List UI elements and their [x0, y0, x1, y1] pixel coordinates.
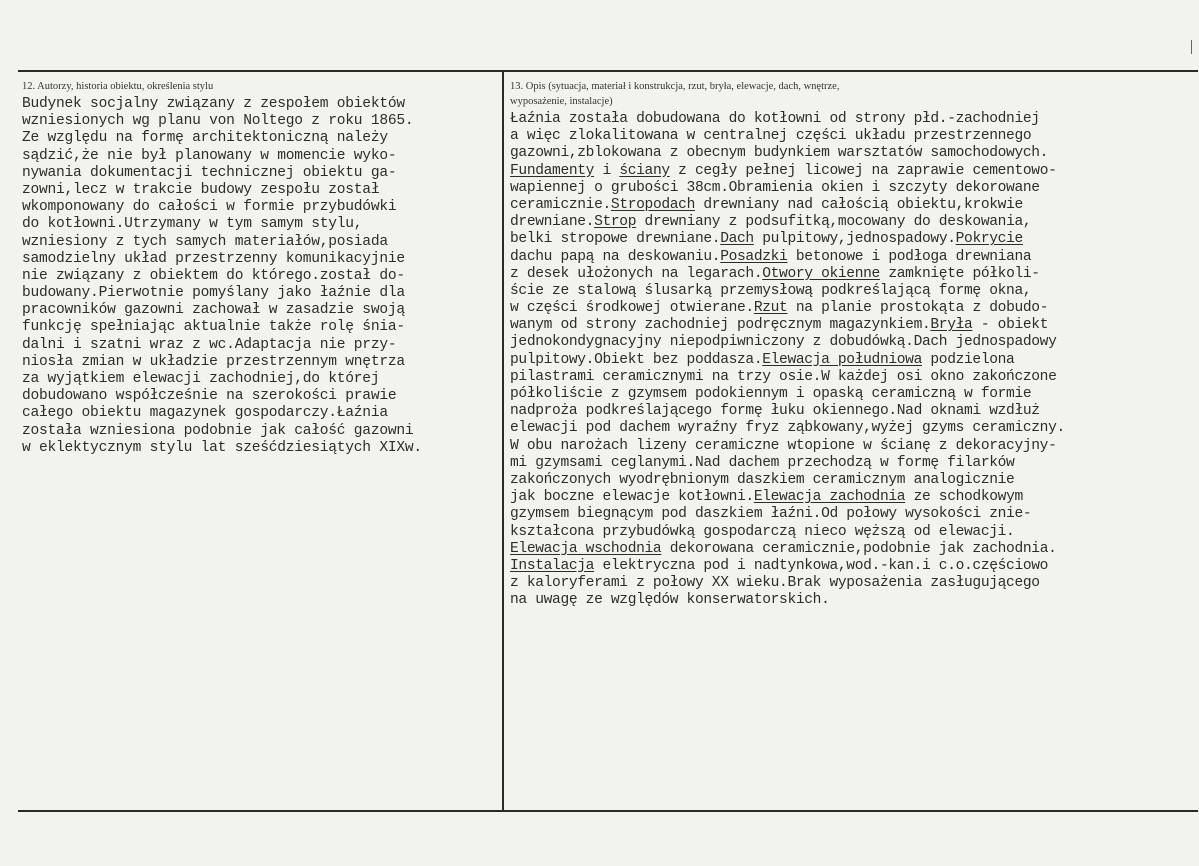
text-line: wzniesionych wg planu von Noltego z roku 1865.	[22, 113, 414, 130]
text-line	[510, 231, 1194, 248]
text-segment: pulpitowy.Obiekt bez poddasza.	[510, 351, 763, 368]
text-segment: W obu narożach lizeny ceramiczne wtopione w ścianę z dekoracyjny-	[510, 437, 1057, 454]
text-line	[510, 180, 1194, 197]
text-line	[510, 300, 1194, 317]
text-segment: drewniany z podsufitką,mocowany do deskowania,	[636, 214, 1032, 231]
underlined-term: Instalacja	[510, 557, 595, 574]
text-line	[510, 214, 1194, 231]
underlined-term: Elewacja zachodnia	[753, 489, 906, 506]
text-line: Ze względu na formę architektoniczną należy	[22, 130, 388, 147]
text-line	[510, 334, 1194, 351]
underlined-term: Bryła	[930, 317, 973, 334]
text-segment: belki stropowe drewniane.	[510, 231, 721, 248]
text-segment: drewniane.	[510, 214, 595, 231]
text-segment: ze schodkowym	[905, 489, 1023, 506]
text-segment: pilastrami ceramicznymi na trzy osie.W każdej osi okno zakończone	[510, 368, 1057, 385]
text-segment: zamknięte półkoli-	[879, 265, 1040, 282]
text-line	[510, 317, 1194, 334]
text-segment: na planie prostokąta z dobudo-	[787, 300, 1049, 317]
text-segment: - obiekt	[972, 317, 1049, 334]
text-line	[510, 111, 1194, 128]
text-line	[510, 575, 1194, 592]
text-line: funkcję spełniając aktualnie także rolę śnia-	[22, 319, 405, 336]
text-line: pracowników gazowni zachował w zasadzie swoją	[22, 302, 405, 319]
underlined-term: Dach	[720, 231, 754, 248]
underlined-term: Rzut	[753, 300, 788, 317]
underlined-term: Strop	[594, 214, 637, 231]
text-segment: nadproża podkreślającego formę łuku okiennego.Nad oknami wzdłuż	[510, 403, 1040, 420]
underlined-term: Otwory okienne	[762, 265, 880, 282]
text-segment: jednokondygnacyjny niepodpiwniczony z dobudówką.Dach jednospadowy	[510, 334, 1057, 351]
edge-mark	[1191, 40, 1197, 54]
text-segment: zakończonych wyodrębnionym daszkiem ceramicznym analogicznie	[510, 471, 1015, 488]
column-divider	[502, 71, 504, 811]
text-line: nie związany z obiektem do którego.został do-	[22, 267, 405, 284]
text-line: do kotłowni.Utrzymany w tym samym stylu,	[22, 216, 363, 233]
text-segment: pulpitowy,jednospadowy.	[753, 231, 956, 248]
text-segment: ceramicznie.	[510, 196, 611, 213]
text-segment: i	[594, 162, 620, 179]
text-line	[510, 386, 1194, 403]
text-line: zowni,lecz w trakcie budowy zespołu został	[22, 181, 380, 198]
text-segment: na uwagę ze względów konserwatorskich.	[510, 592, 830, 609]
underlined-term: Elewacja południowa	[762, 351, 922, 368]
text-segment: półkoliście z gzymsem podokiennym i opaską ceramiczną w formie	[510, 386, 1032, 402]
section-13-description	[510, 71, 1194, 609]
underlined-term: Posadzki	[720, 248, 788, 265]
text-line	[510, 541, 1194, 558]
text-line	[510, 163, 1194, 180]
text-line	[510, 145, 1194, 162]
text-segment: wanym od strony zachodniej podręcznym magazynkiem.	[510, 317, 931, 334]
text-segment: dachu papą na deskowaniu.	[510, 248, 721, 265]
bottom-rule	[18, 810, 1198, 812]
text-line: Budynek socjalny związany z zespołem obiektów	[22, 96, 405, 112]
text-segment: gzymsem biegnącym pod daszkiem łaźni.Od połowy wysokości znie-	[510, 506, 1032, 523]
text-line	[510, 352, 1194, 369]
section-13-body	[510, 111, 1194, 609]
underlined-term: Elewacja wschodnia	[510, 540, 662, 557]
text-segment: z kaloryferami z połowy XX wieku.Brak wyposażenia zasługującego	[510, 575, 1040, 592]
text-segment: z cegły pełnej licowej na zaprawie cementowo-	[669, 162, 1057, 179]
text-line: niosła zmian w układzie przestrzennym wnętrza	[22, 353, 405, 370]
text-line: samodzielny układ przestrzenny komunikacyjnie	[22, 250, 405, 267]
text-segment: kształcona przybudówką gospodarczą nieco węższą od elewacji.	[510, 523, 1015, 540]
text-line	[510, 403, 1194, 420]
underlined-term: Stropodach	[610, 196, 695, 213]
text-line: budowany.Pierwotnie pomyślany jako łaźnie dla	[22, 285, 405, 302]
text-line	[510, 524, 1194, 541]
text-segment: jak boczne elewacje kotłowni.	[510, 489, 754, 506]
text-line	[510, 128, 1194, 145]
text-line: została wzniesiona podobnie jak całość gazowni	[22, 422, 414, 439]
text-line	[510, 438, 1194, 455]
text-segment: mi gzymsami ceglanymi.Nad dachem przechodzą w formę filarków	[510, 454, 1015, 471]
text-line: całego obiektu magazynek gospodarczy.Łaźnia	[22, 405, 388, 422]
text-segment: ście ze stalową ślusarką przemysłową podkreślającą formę okna,	[510, 282, 1032, 299]
text-segment: a więc zlokalitowana w centralnej części układu przestrzennego	[510, 128, 1032, 145]
section-12-history	[22, 71, 500, 457]
text-line	[510, 592, 1194, 609]
text-line	[510, 369, 1194, 386]
section-12-body	[22, 96, 500, 457]
text-line	[510, 455, 1194, 472]
text-segment: podzielona	[921, 351, 1015, 368]
text-segment: dekorowana ceramicznie,podobnie jak zachodnia.	[661, 540, 1057, 557]
text-segment: wapiennej o grubości 38cm.Obramienia okien i szczyty dekorowane	[510, 179, 1040, 196]
underlined-term: ściany	[619, 162, 670, 179]
text-line	[510, 283, 1194, 300]
text-line: wzniesiony z tych samych materiałów,posiada	[22, 233, 388, 250]
text-line: w eklektycznym stylu lat sześćdziesiątych XIXw.	[22, 439, 422, 456]
underlined-term: Pokrycie	[955, 231, 1023, 248]
text-line: dobudowano współcześnie na szerokości prawie	[22, 388, 397, 405]
section-13-heading: 13. Opis (sytuacja, materiał i konstrukcja, rzut, bryła, elewacje, dach, wnętrze, wyposażenie, instalacje)	[510, 81, 840, 107]
text-segment: elektryczna pod i nadtynkowa,wod.-kan.i c.o.częściowo	[594, 557, 1049, 574]
text-line	[510, 558, 1194, 575]
text-segment: betonowe i podłoga drewniana	[787, 248, 1032, 265]
text-line: za wyjątkiem elewacji zachodniej,do której	[22, 371, 380, 387]
text-line	[510, 249, 1194, 266]
text-line	[510, 506, 1194, 523]
text-line	[510, 266, 1194, 283]
text-line	[510, 197, 1194, 214]
text-line	[510, 489, 1194, 506]
text-line: wkomponowany do całości w formie przybudówki	[22, 199, 397, 216]
text-segment: drewniany nad całością obiektu,krokwie	[694, 196, 1023, 213]
text-segment: z desek ułożonych na legarach.	[510, 265, 763, 282]
text-segment: Łaźnia została dobudowana do kotłowni od strony płd.-zachodniej	[510, 111, 1040, 127]
text-segment: w części środkowej otwierane.	[510, 300, 754, 317]
underlined-term: Fundamenty	[510, 162, 595, 179]
section-12-heading: 12. Autorzy, historia obiektu, określenia stylu	[22, 81, 214, 92]
text-line	[510, 472, 1194, 489]
text-line	[510, 420, 1194, 437]
text-line: dalni i szatni wraz z wc.Adaptacja nie przy-	[22, 336, 397, 353]
text-segment: gazowni,zblokowana z obecnym budynkiem warsztatów samochodowych.	[510, 145, 1049, 162]
text-line: sądzić,że nie był planowany w momencie wyko-	[22, 147, 397, 164]
text-line: nywania dokumentacji technicznej obiektu ga-	[22, 164, 397, 181]
text-segment: elewacji pod dachem wyraźny fryz ząbkowany,wyżej gzyms ceramiczny.	[510, 420, 1065, 437]
